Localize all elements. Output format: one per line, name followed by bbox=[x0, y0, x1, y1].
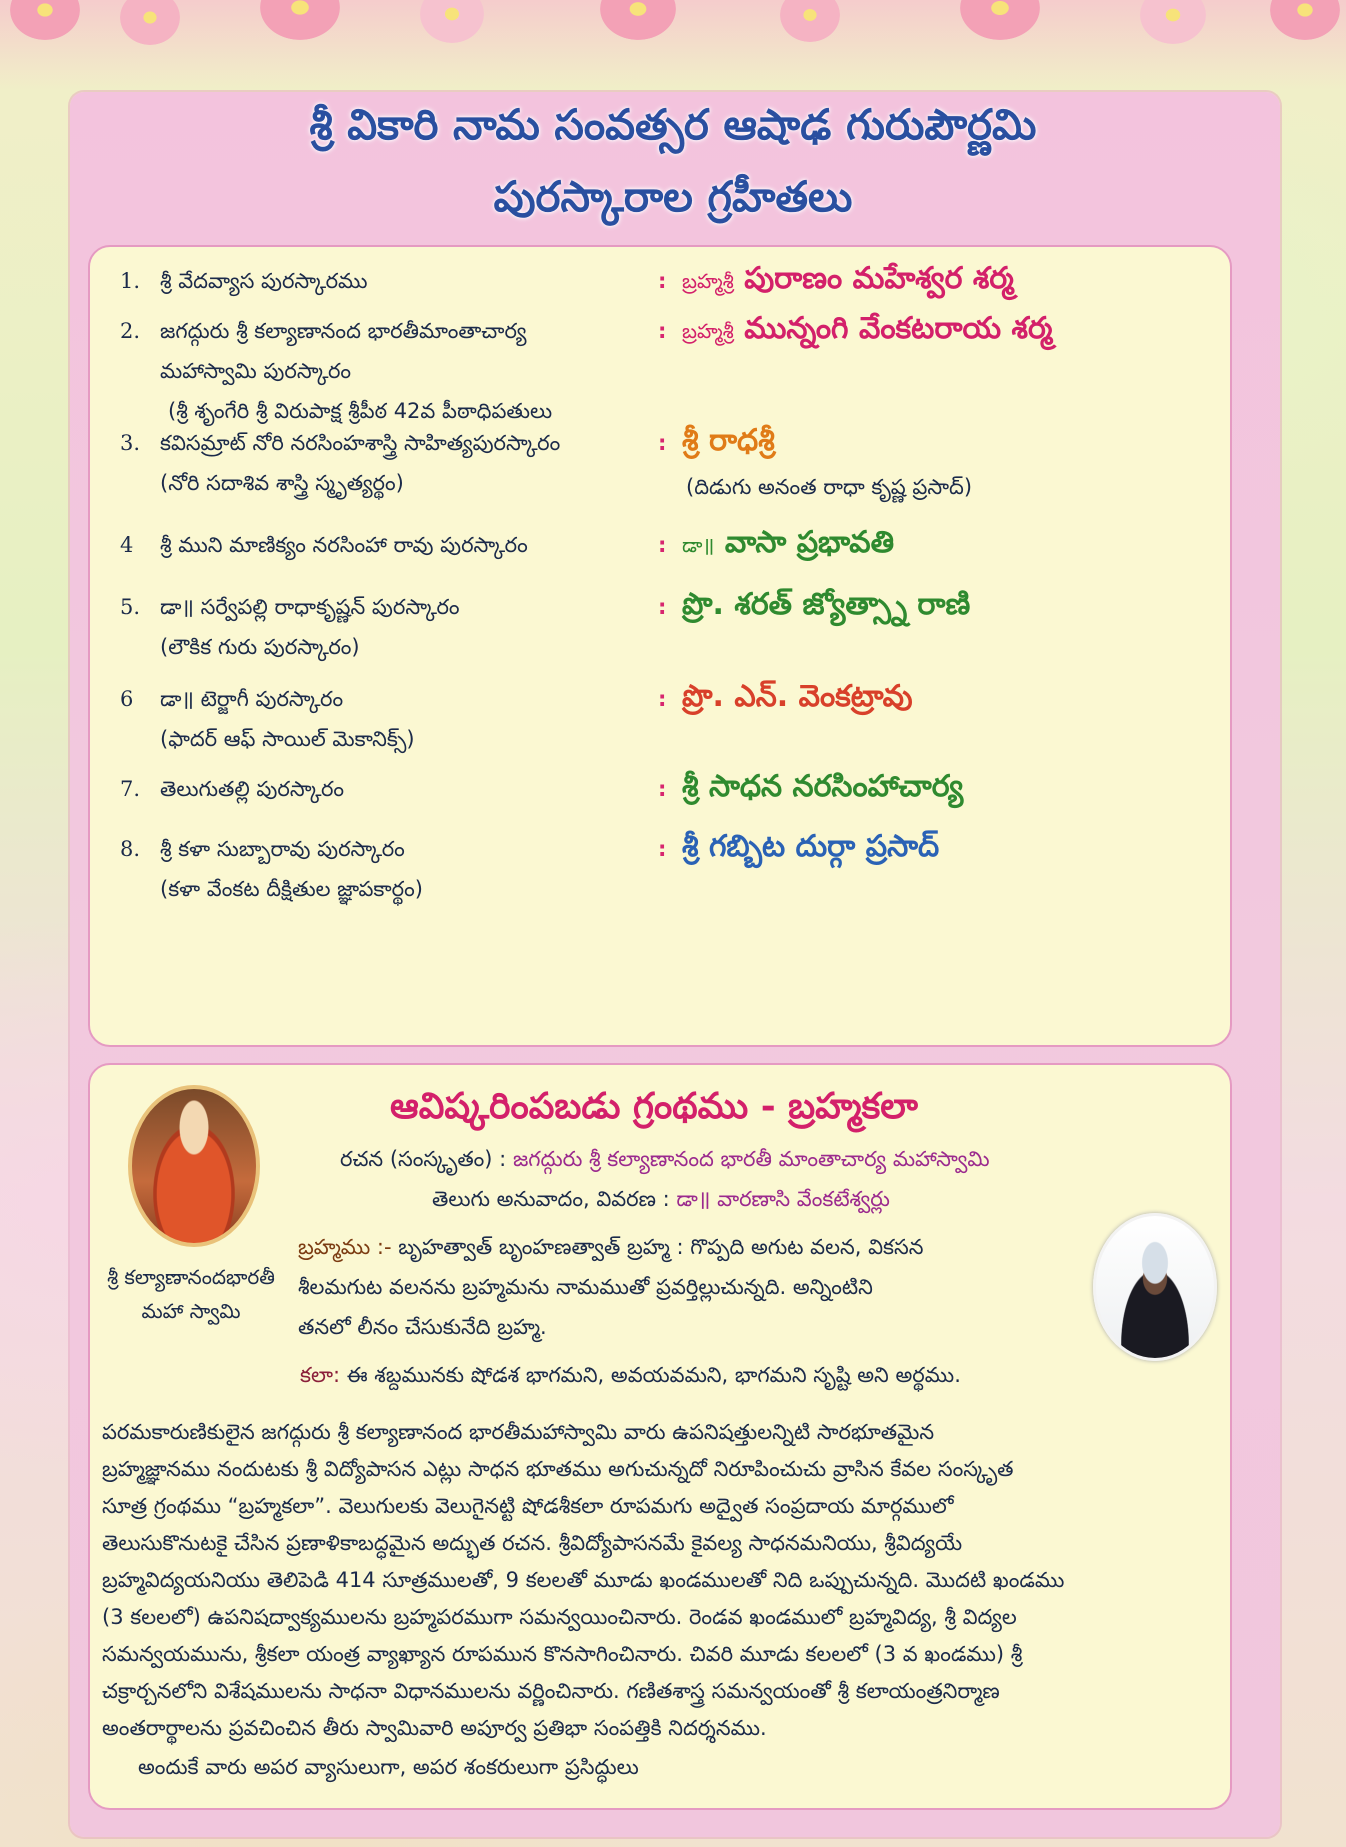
translator-portrait bbox=[1093, 1213, 1217, 1361]
awards-list bbox=[88, 245, 1232, 1047]
description-line: చక్రార్చనలోని విశేషములను సాధనా విధానములను వర్ణించినారు. గణితశాస్త్ర సమన్వయంతో శ్రీ కలాయంత్రనిర్మాణ bbox=[102, 1679, 1000, 1703]
recipient-name: శ్రీ గబ్బిట దుర్గా ప్రసాద్ bbox=[682, 829, 940, 864]
description-line: బ్రహ్మజ్ఞానము నందుటకు శ్రీ విద్యోపాసన ఎట్లు సాధన భూతము అగుచున్నదో నిరూపించుచు వ్రాసిన కేవల సంస్కృత bbox=[102, 1457, 1014, 1481]
description-line: పరమకారుణికులైన జగద్గురు శ్రీ కల్యాణానంద భారతీమహాస్వామి వారు ఉపనిషత్తులన్నిటి సారభూతమైన bbox=[102, 1420, 935, 1444]
award-number: 7. bbox=[120, 777, 141, 801]
recipient-prefix: బ్రహ్మశ్రీ bbox=[682, 319, 734, 343]
award-separator: : bbox=[658, 319, 667, 343]
award-separator: : bbox=[658, 687, 667, 711]
author-label: రచన (సంస్కృతం) : bbox=[340, 1147, 507, 1171]
award-recipient bbox=[682, 261, 1014, 303]
award-row bbox=[90, 679, 1230, 777]
award-separator: : bbox=[658, 269, 667, 293]
translator-name: డా॥ వారణాసి వేంకటేశ్వర్లు bbox=[676, 1187, 890, 1211]
award-separator: : bbox=[658, 595, 667, 619]
kala-definition bbox=[300, 1355, 961, 1395]
award-name: కవిసమ్రాట్ నోరి నరసింహశాస్త్రి సాహిత్యపురస్కారం bbox=[160, 431, 561, 455]
description-line: సమన్వయమును, శ్రీకలా యంత్ర వ్యాఖ్యాన రూపమున కొనసాగించినారు. చివరి మూడు కలలలో (3 వ ఖండము) శ్రీ bbox=[102, 1642, 1023, 1666]
kala-label: కలా: bbox=[300, 1363, 341, 1387]
award-row bbox=[90, 311, 1230, 423]
recipient-name: వాసా ప్రభావతి bbox=[724, 525, 895, 560]
swami-caption-line1: శ్రీ కల్యాణానందభారతీ bbox=[107, 1265, 275, 1289]
description-line: తెలుసుకొనుటకై చేసిన ప్రణాళికాబద్ధమైన అద్భుత రచన. శ్రీవిద్యోపాసనమే కైవల్య సాధనమనియు, శ్రీవిద్యయే bbox=[102, 1531, 963, 1555]
recipient-name: ప్రొ. ఎన్. వెంకట్రావు bbox=[682, 679, 913, 714]
award-name: శ్రీ ముని మాణిక్యం నరసింహా రావు పురస్కారం bbox=[160, 533, 528, 557]
award-name: శ్రీ వేదవ్యాస పురస్కారము bbox=[160, 269, 368, 293]
award-name: తెలుగుతల్లి పురస్కారం bbox=[160, 777, 345, 801]
award-number: 5. bbox=[120, 595, 141, 619]
award-recipient bbox=[682, 587, 970, 629]
recipient-name: పురాణం మహేశ్వర శర్మ bbox=[744, 261, 1014, 296]
award-number: 6 bbox=[120, 687, 134, 711]
swami-caption-line2: మహా స్వామి bbox=[141, 1299, 241, 1323]
kala-text: ఈ శబ్దమునకు షోడశ భాగమని, అవయవమని, భాగమని సృష్టి అని అర్థము. bbox=[346, 1363, 961, 1387]
award-subtitle: (నోరి సదాశివ శాస్త్రి స్మృత్యర్థం) bbox=[160, 471, 404, 495]
description-line: సూత్ర గ్రంథము “బ్రహ్మకలా”. వెలుగులకు వెలుగైనట్టి షోడశీకలా రూపమగు అద్వైత సంప్రదాయ మార్గములో bbox=[102, 1494, 954, 1518]
recipient-prefix: బ్రహ్మశ్రీ bbox=[682, 269, 734, 293]
closing-line: అందుకే వారు అపర వ్యాసులుగా, అపర శంకరులుగా ప్రసిద్ధులు bbox=[138, 1755, 639, 1779]
recipient-subtitle: (దిడుగు అనంత రాధా కృష్ణ ప్రసాద్) bbox=[686, 475, 973, 499]
book-title: ఆవిష్కరింపబడు గ్రంథము - బ్రహ్మకలా bbox=[390, 1085, 918, 1127]
award-recipient bbox=[682, 769, 963, 811]
award-recipient bbox=[682, 829, 939, 871]
award-number: 1. bbox=[120, 269, 141, 293]
description-line: బ్రహ్మవిద్యయనియు తెలిపెడి 414 సూత్రములతో, 9 కలలతో మూడు ఖండములతో నిది ఒప్పుచున్నది. మొదటి ఖండము bbox=[102, 1568, 1065, 1592]
award-separator: : bbox=[658, 431, 667, 455]
description-line: (3 కలలలో) ఉపనిషద్వాక్యములను బ్రహ్మపరముగా సమన్వయించినారు. రెండవ ఖండములో బ్రహ్మవిద్య, శ్రీ విద్యల bbox=[102, 1605, 1017, 1629]
floral-header-decoration bbox=[0, 0, 1346, 90]
brahma-definition bbox=[298, 1227, 1088, 1347]
award-subtitle: (కళా వేంకట దీక్షితుల జ్ఞాపకార్థం) bbox=[160, 877, 423, 901]
award-name: శ్రీ కళా సుబ్బారావు పురస్కారం bbox=[160, 837, 405, 861]
recipient-name: శ్రీ సాధన నరసింహాచార్య bbox=[682, 769, 964, 804]
award-row bbox=[90, 423, 1230, 521]
award-subtitle: (లౌకిక గురు పురస్కారం) bbox=[160, 635, 360, 659]
award-subtitle-2: (శ్రీ శృంగేరి శ్రీ విరుపాక్ష శ్రీపీఠ 42వ పీఠాధిపతులు bbox=[168, 399, 553, 423]
award-recipient bbox=[682, 525, 894, 567]
brahma-label: బ్రహ్మము :- bbox=[298, 1235, 392, 1259]
award-recipient bbox=[682, 311, 1052, 353]
award-number: 8. bbox=[120, 837, 141, 861]
award-name: డా॥ సర్వేపల్లి రాధాకృష్ణన్ పురస్కారం bbox=[160, 595, 460, 619]
recipient-prefix: డా॥ bbox=[682, 533, 715, 557]
award-name: డా॥ టెర్జాగీ పురస్కారం bbox=[160, 687, 344, 711]
recipient-name: మున్నంగి వేంకటరాయ శర్మ bbox=[744, 311, 1053, 346]
book-section bbox=[88, 1063, 1232, 1810]
award-recipient bbox=[682, 423, 775, 465]
award-separator: : bbox=[658, 837, 667, 861]
description-line: అంతరార్థాలను ప్రవచించిన తీరు స్వామివారి అపూర్వ ప్రతిభా సంపత్తికి నిదర్శనము. bbox=[102, 1716, 767, 1740]
brahma-line1: బృహత్వాత్ బృంహణత్వాత్ బ్రహ్మ : గొప్పది అగుట వలన, వికసన bbox=[398, 1235, 924, 1259]
award-separator: : bbox=[658, 533, 667, 557]
page-title-line1: శ్రీ వికారి నామ సంవత్సర ఆషాఢ గురుపౌర్ణమి bbox=[309, 100, 1037, 149]
brahma-line2: శీలమగుట వలనను బ్రహ్మమను నామముతో ప్రవర్తిల్లుచున్నది. అన్నింటిని bbox=[298, 1275, 873, 1299]
recipient-name: శ్రీ రాధశ్రీ bbox=[682, 423, 775, 458]
award-number: 4 bbox=[120, 533, 134, 557]
award-name: జగద్గురు శ్రీ కల్యాణానంద భారతీమాంతాచార్య bbox=[160, 319, 527, 343]
translator-label: తెలుగు అనువాదం, వివరణ : bbox=[432, 1187, 670, 1211]
award-recipient bbox=[682, 679, 913, 721]
swami-portrait bbox=[128, 1085, 260, 1247]
page-title-line2: పురస్కారాల గ్రహీతలు bbox=[493, 172, 853, 221]
brahma-line3: తనలో లీనం చేసుకునేది బ్రహ్మ. bbox=[298, 1315, 547, 1339]
award-separator: : bbox=[658, 777, 667, 801]
award-subtitle: మహాస్వామి పురస్కారం bbox=[160, 359, 352, 383]
award-subtitle: (ఫాదర్ ఆఫ్ సాయిల్ మెకానిక్స్) bbox=[160, 727, 415, 751]
translator-credit bbox=[432, 1187, 890, 1217]
award-number: 3. bbox=[120, 431, 141, 455]
award-number: 2. bbox=[120, 319, 141, 343]
recipient-name: ప్రొ. శరత్ జ్యోత్స్నా రాణి bbox=[682, 587, 971, 622]
author-name: జగద్గురు శ్రీ కల్యాణానంద భారతీ మాంతాచార్య మహాస్వామి bbox=[512, 1147, 990, 1171]
award-row bbox=[90, 829, 1230, 927]
award-row bbox=[90, 587, 1230, 685]
author-credit bbox=[340, 1147, 990, 1177]
